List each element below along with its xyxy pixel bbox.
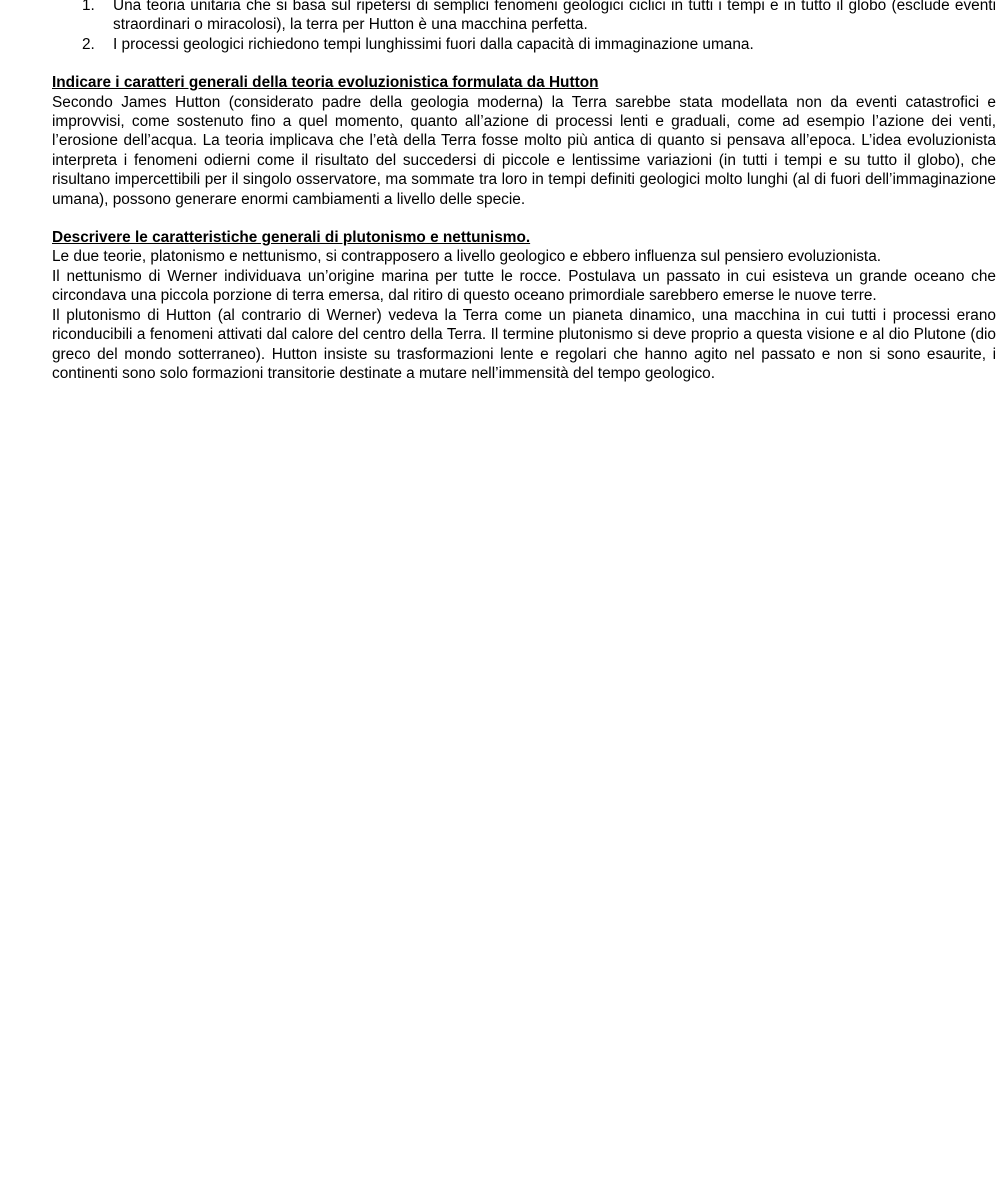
list-item-number: 1. bbox=[82, 0, 95, 14]
section-hutton-theory bbox=[52, 73, 996, 209]
section-paragraph: Il nettunismo di Werner individuava un’origine marina per tutte le rocce. Postulava un passato in cui esisteva un grande oceano che circondava una piccola porzione di terra emersa, dal ritiro di questo oceano primordiale sarebbero emerse le nuove terre. bbox=[52, 267, 996, 305]
list-item-number: 2. bbox=[82, 35, 95, 53]
document-page bbox=[52, 0, 996, 383]
list-item-text: Una teoria unitaria che si basa sul ripetersi di semplici fenomeni geologici ciclici in tutti i tempi e in tutto il globo (esclude eventi straordinari o miracolosi), la terra per Hutton è una macchina perfetta. bbox=[113, 0, 996, 34]
list-item bbox=[52, 35, 996, 54]
numbered-list bbox=[52, 0, 996, 54]
list-item-text: I processi geologici richiedono tempi lunghissimi fuori dalla capacità di immaginazione umana. bbox=[113, 35, 754, 53]
section-paragraph: Secondo James Hutton (considerato padre della geologia moderna) la Terra sarebbe stata modellata non da eventi catastrofici e improvvisi, come sostenuto fino a quel momento, quanto all’azione di processi lenti e graduali, come ad esempio l’azione dei venti, l’erosione dell’acqua. La teoria implicava che l’età della Terra fosse molto più antica di quanto si pensava all’epoca. L’idea evoluzionista interpreta i fenomeni odierni come il risultato del succedersi di piccole e lentissime variazioni (in tutti i tempi e su tutto il globo), che risultano impercettibili per il singolo osservatore, ma sommate tra loro in tempi definiti geologici molto lunghi (al di fuori dell’immaginazione umana), possono generare enormi cambiamenti a livello delle specie. bbox=[52, 93, 996, 208]
section-heading: Descrivere le caratteristiche generali di plutonismo e nettunismo. bbox=[52, 229, 531, 247]
section-paragraph: Le due teorie, platonismo e nettunismo, si contrapposero a livello geologico e ebbero influenza sul pensiero evoluzionista. bbox=[52, 248, 882, 266]
list-item bbox=[52, 0, 996, 35]
section-heading: Indicare i caratteri generali della teoria evoluzionistica formulata da Hutton bbox=[52, 74, 599, 92]
section-plutonismo-nettunismo bbox=[52, 228, 996, 383]
section-paragraph: Il plutonismo di Hutton (al contrario di Werner) vedeva la Terra come un pianeta dinamico, una macchina in cui tutti i processi erano riconducibili a fenomeni attivati dal calore del centro della Terra. Il termine plutonismo si deve proprio a questa visione e al dio Plutone (dio greco del mondo sotterraneo). Hutton insiste su trasformazioni lente e regolari che hanno agito nel passato e non si sono esaurite, i continenti sono solo formazioni transitorie destinate a mutare nell’immensità del tempo geologico. bbox=[52, 306, 996, 382]
